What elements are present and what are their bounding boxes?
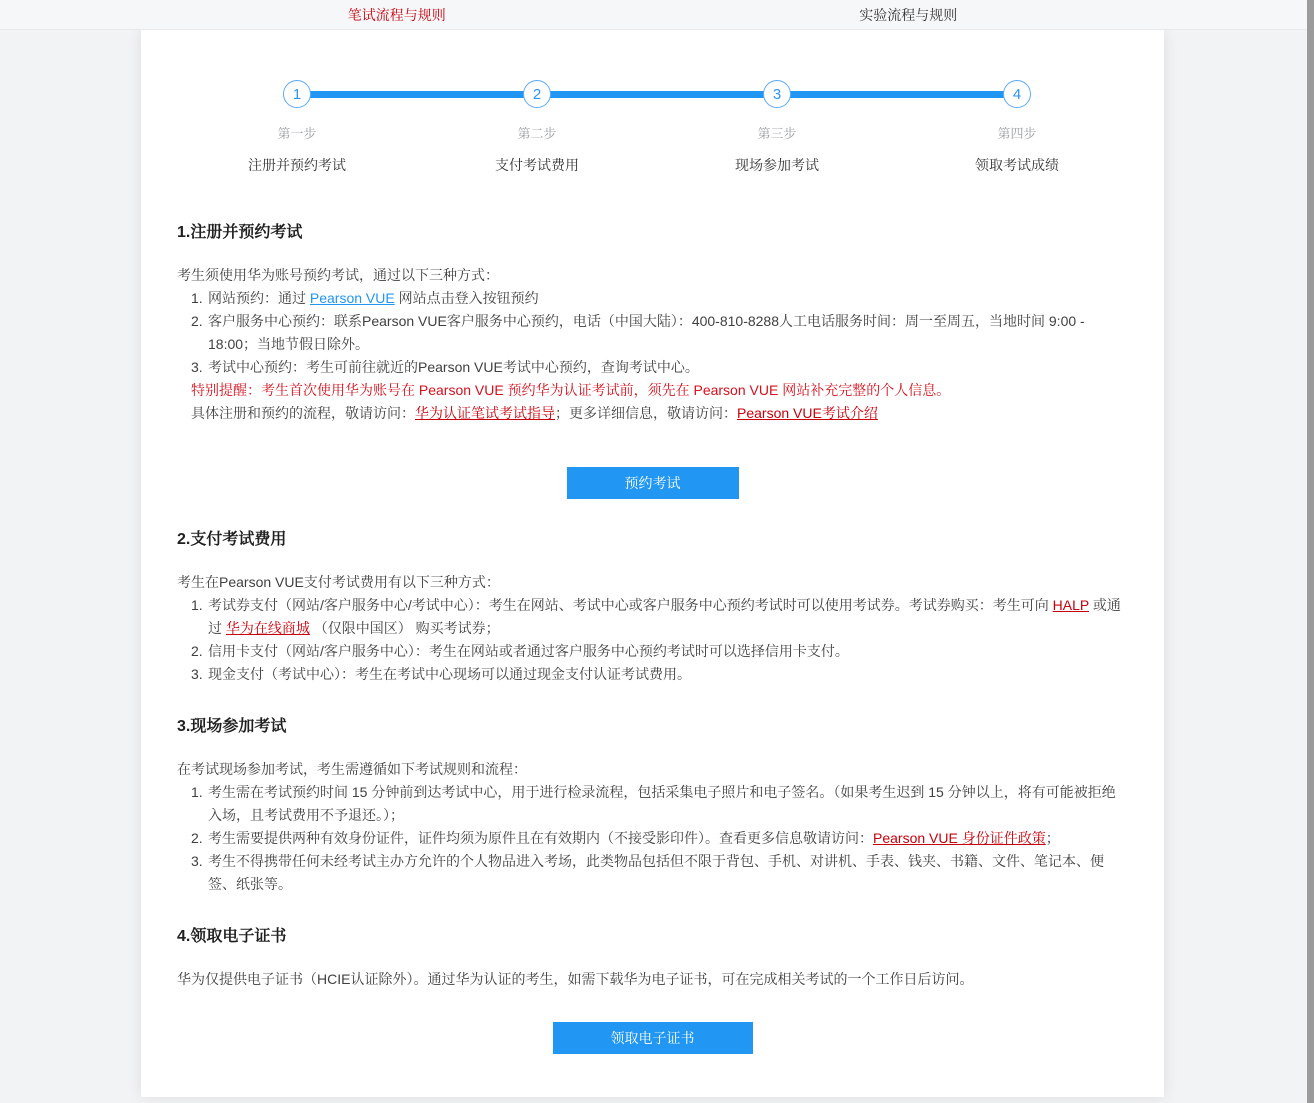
section-pay-exam-fee	[177, 529, 1128, 686]
huawei-online-mall-link[interactable]: 华为在线商城	[225, 620, 310, 636]
section-2-intro: 考生在Pearson VUE支付考试费用有以下三种方式：	[177, 574, 500, 590]
section-2-list	[177, 594, 1128, 686]
tab-lab-exam-rules[interactable]: 实验流程与规则	[859, 6, 958, 23]
step-1-circle: 1	[283, 80, 311, 108]
guide-text: 具体注册和预约的流程，敬请访问：	[191, 405, 415, 421]
step-1-label: 第一步	[277, 126, 317, 141]
section-2-heading: 2.支付考试费用	[177, 531, 287, 548]
exam-steps-progress	[177, 80, 1137, 176]
list-item-text: 或通过	[208, 597, 1121, 636]
step-2-label: 第二步	[517, 126, 557, 141]
id-policy-link[interactable]: Pearson VUE 身份证件政策	[873, 830, 1046, 846]
book-exam-button[interactable]: 预约考试	[567, 467, 739, 499]
section-1-intro: 考生须使用华为账号预约考试，通过以下三种方式：	[177, 267, 499, 283]
list-item: 考生不得携带任何未经考试主办方允许的个人物品进入考场，此类物品包括但不限于背包、手机、对讲机、手表、钱夹、书籍、文件、笔记本、便签、纸张等。	[208, 853, 1104, 892]
step-4-title: 领取考试成绩	[975, 157, 1059, 173]
list-item	[191, 827, 1128, 850]
list-item	[191, 287, 1128, 310]
step-3	[657, 80, 897, 175]
book-exam-button-row	[177, 467, 1128, 499]
guide-links-line	[191, 402, 1128, 425]
vertical-scrollbar[interactable]	[1307, 0, 1314, 1103]
pearson-vue-link[interactable]: Pearson VUE	[309, 290, 395, 306]
list-item-text: 网站点击登入按钮预约	[394, 290, 539, 306]
halp-link[interactable]: HALP	[1052, 597, 1089, 613]
guide-text: ；更多详细信息，敬请访问：	[555, 405, 737, 421]
step-3-label: 第三步	[757, 126, 797, 141]
list-item	[191, 594, 1128, 640]
step-1	[177, 80, 417, 175]
step-4	[897, 80, 1137, 175]
step-4-label: 第四步	[997, 126, 1037, 141]
list-item: 现金支付（考试中心）：考生在考试中心现场可以通过现金支付认证考试费用。	[208, 666, 691, 682]
list-item: 考生需在考试预约时间 15 分钟前到达考试中心，用于进行检录流程，包括采集电子照片和电子签名。（如果考生迟到 15 分钟以上，将有可能被拒绝入场，且考试费用不予退还。）；	[208, 784, 1116, 823]
step-3-circle: 3	[763, 80, 791, 108]
section-3-intro: 在考试现场参加考试，考生需遵循如下考试规则和流程：	[177, 761, 527, 777]
list-item: 考试中心预约：考生可前往就近的Pearson VUE考试中心预约，查询考试中心。	[208, 359, 699, 375]
section-4-intro: 华为仅提供电子证书（HCIE认证除外）。通过华为认证的考生，如需下载华为电子证书，可在完成相关考试的一个工作日后访问。	[177, 971, 974, 987]
special-reminder-text: 特别提醒：考生首次使用华为账号在 Pearson VUE 预约华为认证考试前，须先在 Pearson VUE 网站补充完整的个人信息。	[191, 382, 951, 398]
list-item-text: 网站预约：通过	[208, 290, 310, 306]
written-exam-guide-link[interactable]: 华为认证笔试考试指导	[415, 405, 555, 421]
step-3-title: 现场参加考试	[735, 157, 819, 173]
tab-written-exam-rules[interactable]: 笔试流程与规则	[347, 6, 446, 23]
stepper-steps	[177, 80, 1137, 175]
list-item-text: ；	[1045, 830, 1060, 846]
get-certificate-button[interactable]: 领取电子证书	[553, 1022, 753, 1054]
section-1-heading: 1.注册并预约考试	[177, 224, 303, 241]
section-4-heading: 4.领取电子证书	[177, 928, 287, 945]
list-item: 信用卡支付（网站/客户服务中心）：考生在网站或者通过客户服务中心预约考试时可以选择信用卡支付。	[208, 643, 849, 659]
content-card	[141, 30, 1164, 1097]
list-item-text: 考试券支付（网站/客户服务中心/考试中心）：考生在网站、考试中心或客户服务中心预约考试时可以使用考试券。考试券购买：考生可向	[208, 597, 1053, 613]
list-item-text: （仅限中国区） 购买考试券；	[309, 620, 500, 636]
section-attend-exam	[177, 716, 1128, 896]
step-2-circle: 2	[523, 80, 551, 108]
get-certificate-button-row	[177, 1022, 1128, 1054]
section-get-certificate	[177, 926, 1128, 1054]
topbar-tabs	[141, 0, 1164, 29]
pearson-exam-intro-link[interactable]: Pearson VUE考试介绍	[737, 405, 878, 421]
step-4-circle: 4	[1003, 80, 1031, 108]
section-3-heading: 3.现场参加考试	[177, 718, 287, 735]
section-3-list	[177, 781, 1128, 896]
step-2	[417, 80, 657, 175]
list-item-text: 考生需要提供两种有效身份证件，证件均须为原件且在有效期内（不接受影印件）。查看更多信息敬请访问：	[208, 830, 873, 846]
step-2-title: 支付考试费用	[495, 157, 579, 173]
step-1-title: 注册并预约考试	[248, 157, 346, 173]
topbar	[0, 0, 1307, 30]
section-1-list	[177, 287, 1128, 379]
section-register-and-book	[177, 222, 1128, 499]
list-item: 客户服务中心预约：联系Pearson VUE客户服务中心预约，电话（中国大陆）：400-810-8288人工电话服务时间：周一至周五，当地时间 9:00 - 18:00；当地节假日除外。	[208, 313, 1085, 352]
